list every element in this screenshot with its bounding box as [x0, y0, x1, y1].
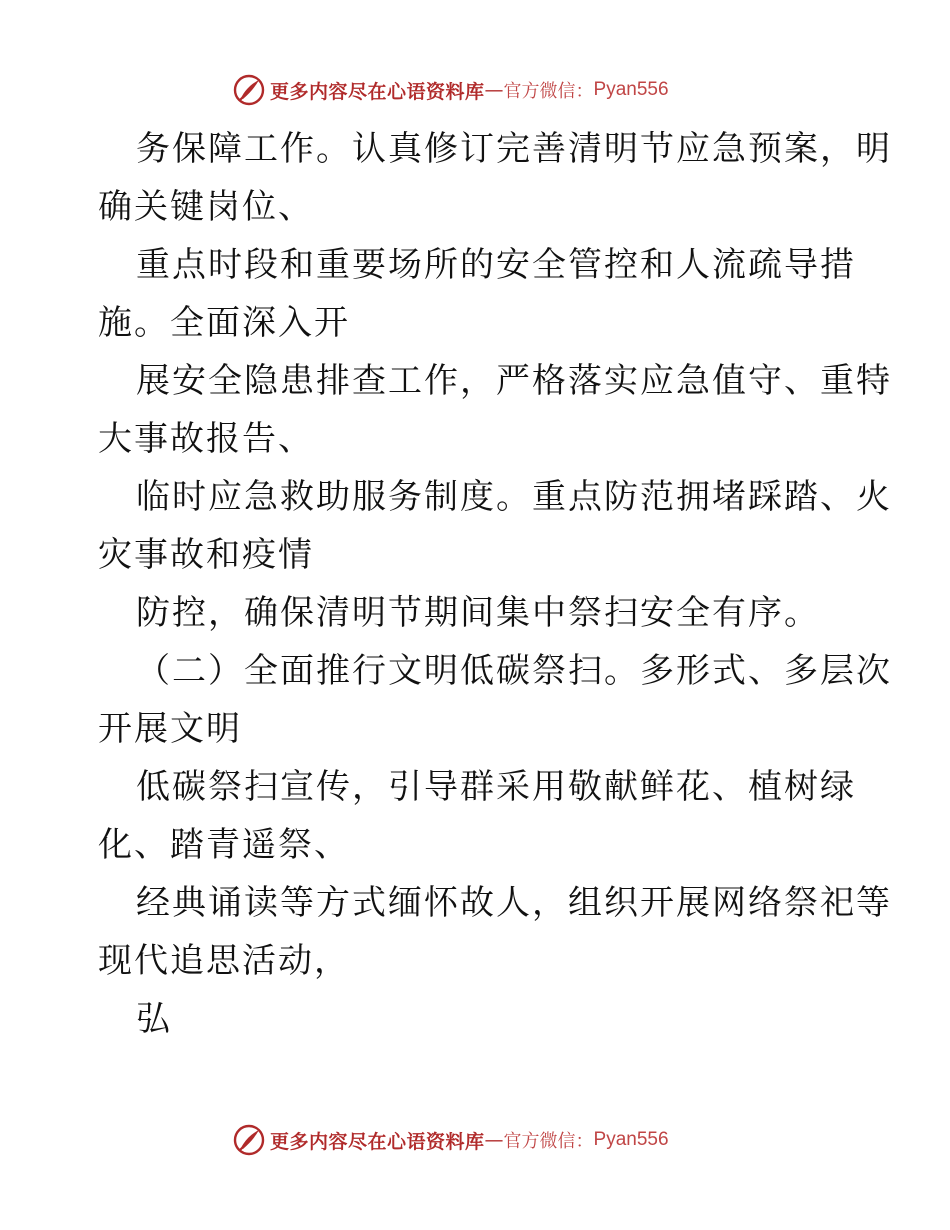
watermark-main-text: 更多内容尽在心语资料库 [270, 80, 485, 103]
quill-pen-logo-icon [232, 1123, 266, 1157]
body-line: 经典诵读等方式缅怀故人，组织开展网络祭祀等 [136, 883, 892, 923]
body-line: 化、踏青遥祭、 [98, 825, 350, 865]
body-line: 展安全隐患排查工作，严格落实应急值守、重特 [136, 361, 892, 401]
watermark-wechat-label: 官方微信： [503, 1131, 594, 1152]
body-line: 务保障工作。认真修订完善清明节应急预案，明 [136, 129, 892, 169]
body-line: （二）全面推行文明低碳祭扫。多形式、多层次 [136, 651, 892, 691]
body-line: 开展文明 [98, 709, 242, 749]
header-watermark [232, 72, 669, 108]
body-line: 低碳祭扫宣传，引导群采用敬献鲜花、植树绿 [136, 767, 856, 807]
body-line: 临时应急救助服务制度。重点防范拥堵踩踏、火 [136, 477, 892, 517]
body-line: 弘 [136, 999, 172, 1039]
document-body [98, 120, 892, 1048]
body-line: 重点时段和重要场所的安全管控和人流疏导措 [136, 245, 856, 285]
body-line: 现代追思活动， [98, 941, 350, 981]
footer-watermark [232, 1122, 669, 1158]
quill-pen-logo-icon [232, 73, 266, 107]
watermark-dash: — [484, 79, 504, 101]
body-line: 大事故报告、 [98, 419, 314, 459]
body-line: 防控，确保清明节期间集中祭扫安全有序。 [136, 593, 820, 633]
watermark-wechat-id: Pyan556 [593, 79, 669, 100]
watermark-wechat-label: 官方微信： [503, 81, 594, 102]
watermark-wechat-id: Pyan556 [593, 1129, 669, 1150]
body-line: 确关键岗位、 [98, 187, 314, 227]
body-line: 施。全面深入开 [98, 303, 350, 343]
watermark-main-text: 更多内容尽在心语资料库 [270, 1130, 485, 1153]
body-line: 灾事故和疫情 [98, 535, 314, 575]
watermark-dash: — [484, 1129, 504, 1151]
